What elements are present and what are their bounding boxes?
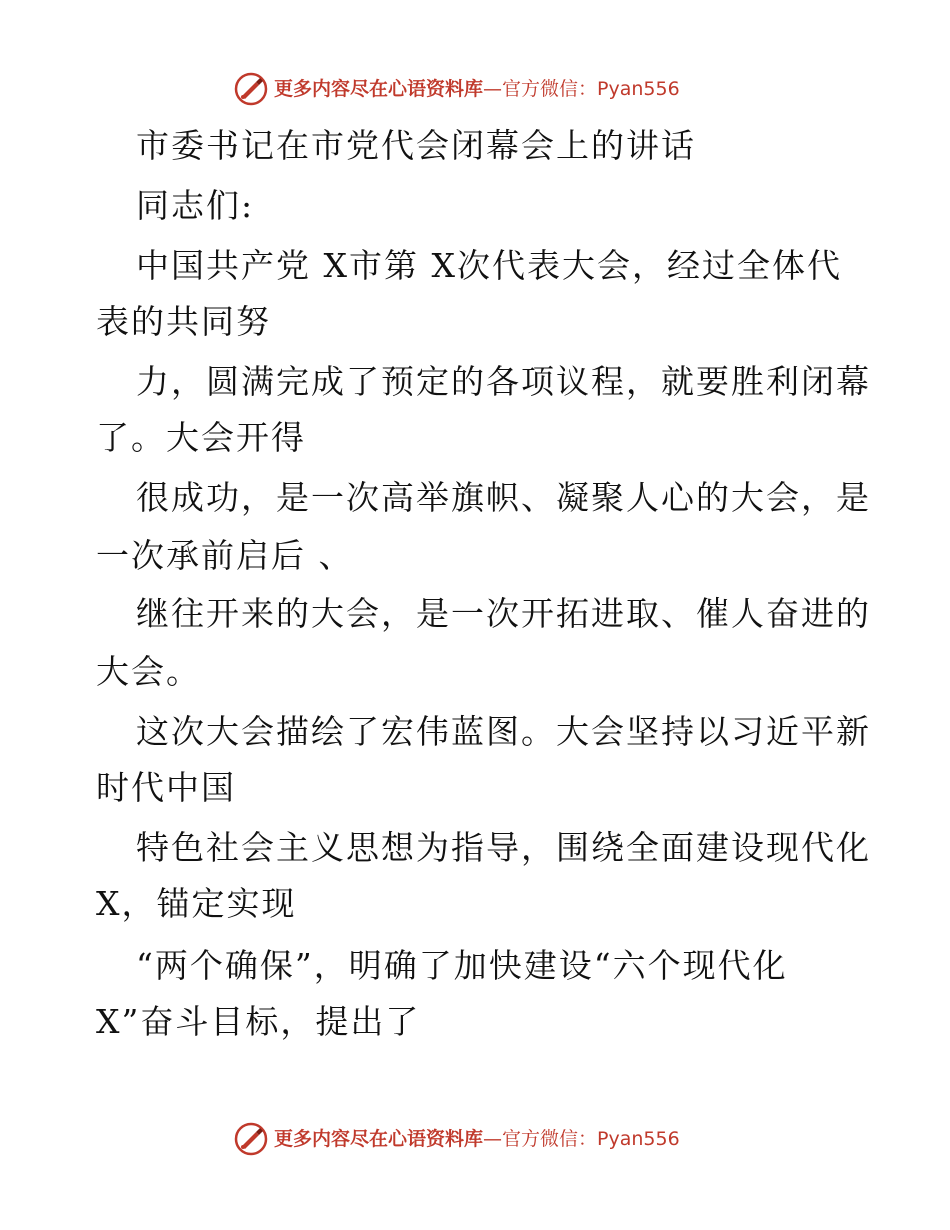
document-title: 市委书记在市党代会闭幕会上的讲话 xyxy=(136,126,696,165)
pen-logo-icon xyxy=(234,72,268,106)
paragraph-line: X，锚定实现 xyxy=(96,884,297,923)
pen-logo-icon xyxy=(234,1122,268,1156)
paragraph-line: X”奋斗目标，提出了 xyxy=(96,1002,421,1041)
header-banner xyxy=(0,70,950,110)
paragraph-line: 一次承前启后 、 xyxy=(96,536,354,575)
paragraph-line: 力，圆满完成了预定的各项议程，就要胜利闭幕 xyxy=(136,362,871,401)
banner-separator: — xyxy=(483,78,503,100)
paragraph-line: 了。大会开得 xyxy=(96,418,306,457)
paragraph-line: “两个确保”，明确了加快建设“六个现代化 xyxy=(136,946,788,985)
banner-wechat: 官方微信：Pyan556 xyxy=(502,78,680,100)
paragraph-line: 继往开来的大会，是一次开拓进取、催人奋进的 xyxy=(136,594,871,633)
footer-banner-text xyxy=(274,1128,680,1150)
header-banner-text xyxy=(274,78,680,100)
paragraph-line: 这次大会描绘了宏伟蓝图。大会坚持以习近平新 xyxy=(136,712,871,751)
banner-title: 更多内容尽在心语资料库 xyxy=(274,1128,484,1150)
footer-banner xyxy=(0,1120,950,1160)
paragraph-line: 特色社会主义思想为指导，围绕全面建设现代化 xyxy=(136,828,871,867)
banner-title: 更多内容尽在心语资料库 xyxy=(274,78,484,100)
salutation: 同志们: xyxy=(136,186,255,225)
paragraph-line: 时代中国 xyxy=(96,768,236,807)
paragraph-line: 很成功，是一次高举旗帜、凝聚人心的大会，是 xyxy=(136,478,871,517)
banner-wechat: 官方微信：Pyan556 xyxy=(502,1128,680,1150)
paragraph-line: 表的共同努 xyxy=(96,302,271,341)
paragraph-line: 中国共产党 X市第 X次代表大会，经过全体代 xyxy=(136,246,842,285)
banner-separator: — xyxy=(483,1128,503,1150)
paragraph-line: 大会。 xyxy=(96,652,201,691)
